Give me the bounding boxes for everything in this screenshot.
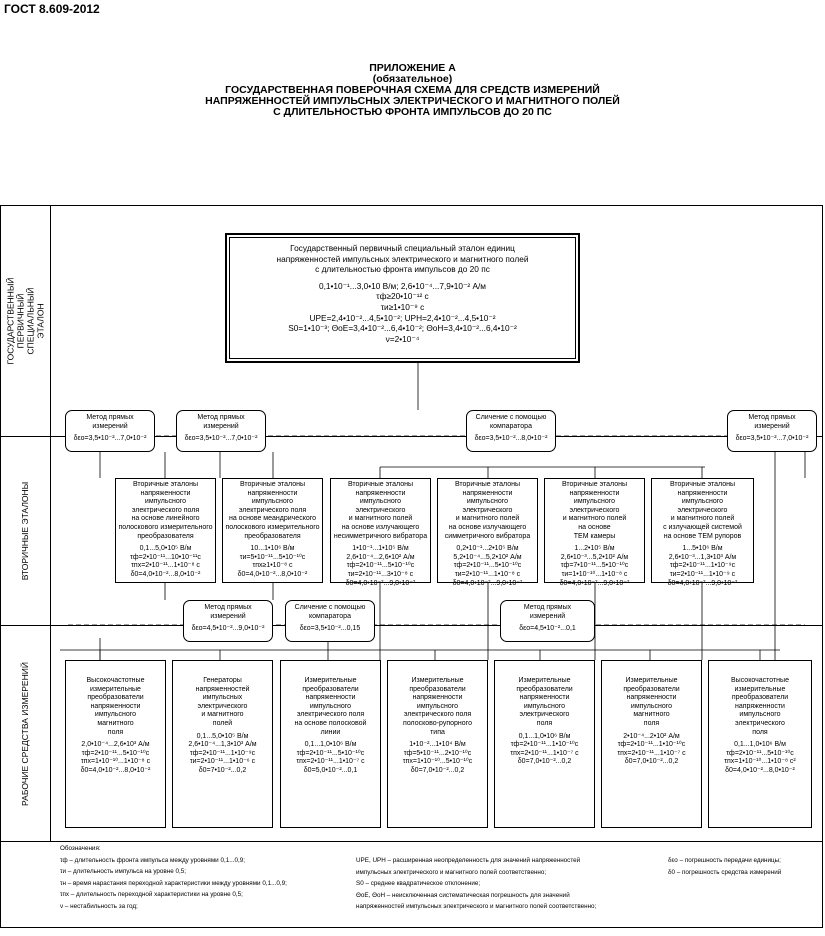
method-accuracy: δεо=3,5•10⁻²...7,0•10⁻² — [184, 435, 258, 442]
box-title: Вторичные эталоны напряженности импульсного электрического и магнитного полей на основе излучающего несимметричного вибратора — [333, 481, 428, 540]
secondary-standard-box — [437, 478, 538, 587]
primary-line: τи≥1•10⁻⁹ с — [380, 301, 425, 312]
box-values: 10...1•10⁶ В/м τи=5•10⁻¹¹...5•10⁻¹⁰с τпх≥1•10⁻⁸ с δ0=4,0•10⁻²...8,0•10⁻² — [237, 545, 308, 578]
primary-standard-box — [225, 233, 580, 363]
working-instrument-box — [494, 660, 595, 828]
legend-item: τи – длительность импульса на уровне 0,5; — [60, 868, 186, 876]
primary-line: S0=1•10⁻³; ΘоЕ=3,4•10⁻²...6,4•10⁻²; ΘоН=3,4•10⁻²...6,4•10⁻² — [288, 323, 517, 334]
box-values: 1...5•10⁶ В/м 2,6•10⁻³...1,3•10³ А/м τф=2•10⁻¹¹...1•10⁻⁹с τи=2•10⁻¹¹...1•10⁻⁹ с δ0=4,0•10⁻²...9,0•10⁻² — [667, 545, 738, 587]
primary-line: ν=2•10⁻⁴ — [385, 333, 420, 344]
method-accuracy: δεо=3,5•10⁻²...0,15 — [299, 625, 361, 632]
legend-item: δ0 – погрешность средства измерений — [668, 868, 782, 876]
legend-item: ν – нестабильность за год; — [60, 902, 138, 910]
secondary-standard-box — [115, 478, 216, 583]
section-label-secondary: ВТОРИЧНЫЕ ЭТАЛОНЫ — [20, 481, 31, 581]
method-accuracy: δεо=3,5•10⁻²...7,0•10⁻² — [73, 435, 147, 442]
box-values: 0,1...5,0•10⁵ В/м τф=2•10⁻¹¹...10•10⁻¹¹с τпх=2•10⁻¹¹...1•10⁻⁸ с δ0=4,0•10⁻²...8,0•10⁻² — [130, 545, 201, 578]
box-title: Измерительные преобразователи напряженности импульсного электрического поля — [516, 677, 573, 727]
legend-col-3 — [668, 855, 781, 878]
legend-item: импульсных электрического и магнитного полей соответственно; — [356, 868, 547, 876]
box-title: Генераторы напряженностей импульсных электрического и магнитного полей — [195, 677, 250, 727]
method-label: измерений — [210, 613, 246, 620]
working-instrument-box — [65, 660, 166, 828]
method-label: измерений — [754, 423, 790, 430]
legend-item: τн – время нарастания переходной характеристики между уровнями 0,1...0,9; — [60, 879, 287, 887]
working-instrument-box — [172, 660, 273, 828]
method-label: Сличение с помощью — [294, 604, 366, 611]
working-instrument-box — [708, 660, 812, 828]
box-values: 2,0•10⁻⁴...2,6•10³ А/м τф=2•10⁻¹¹...5•10⁻¹⁰с τпх=1•10⁻¹⁰...1•10⁻⁸ с δ0=4,0•10⁻²...8,0•10⁻² — [80, 741, 151, 774]
section-label-working: РАБОЧИЕ СРЕДСТВА ИЗМЕРЕНИЙ — [20, 661, 30, 806]
method-label: компаратора — [309, 613, 351, 620]
box-values: 0,1...1,0•10⁶ В/м τф=2•10⁻¹¹...5•10⁻¹⁰с τпх=2•10⁻¹¹...1•10⁻⁷ с δ0=5,0•10⁻²...0,1 — [296, 741, 365, 774]
method-accuracy: δεо=4,5•10⁻²...9,0•10⁻² — [191, 625, 265, 632]
method-label: Метод прямых — [86, 414, 134, 421]
secondary-standard-box — [544, 478, 645, 587]
legend-item: напряженностей импульсных электрического и магнитного полей соответственно; — [356, 903, 597, 911]
section-label-primary: ГОСУДАРСТВЕННЫЙ ПЕРВИЧНЫЙ СПЕЦИАЛЬНЫЙ ЭТАЛОН — [5, 277, 46, 365]
method-box — [466, 410, 556, 452]
primary-line: 0,1•10⁻¹...3,0•10 В/м; 2,6•10⁻⁴...7,9•10⁻² А/м — [318, 280, 487, 291]
legend-item: τпх – длительность переходной характеристики на уровне 0,5; — [60, 891, 243, 899]
method-box — [285, 600, 375, 642]
method-label: Метод прямых — [204, 604, 252, 611]
primary-line: напряженностей импульсных электрического и магнитного полей — [276, 253, 529, 264]
method-label: измерений — [203, 423, 239, 430]
method-label: компаратора — [490, 423, 532, 430]
method-box — [65, 410, 155, 452]
title-line: (обязательное) — [372, 73, 453, 85]
primary-line: Государственный первичный специальный эталон единиц — [290, 243, 515, 253]
primary-line: UPE=2,4•10⁻²...4,5•10⁻²; UPH=2,4•10⁻²...4,5•10⁻² — [309, 312, 496, 323]
method-box — [727, 410, 817, 452]
box-values: 2•10⁻⁴...2•10² А/м τф=2•10⁻¹¹...1•10⁻¹⁰с τпх=2•10⁻¹¹...1•10⁻⁷ с δ0=7,0•10⁻²...0,2 — [617, 732, 686, 766]
working-instrument-box — [601, 660, 702, 828]
legend-item: τф – длительность фронта импульса между уровнями 0,1...0,9; — [60, 856, 245, 864]
primary-line: τф≥20•10⁻¹² с — [376, 291, 429, 302]
box-values: 1•10⁻¹...1•10⁵ В/м 2,6•10⁻⁴...2,6•10² А/м τф=2•10⁻¹¹...5•10⁻¹⁰с τи=2•10⁻¹¹...3•10⁻⁸ с δ0=4,0•10⁻²...9,0•10⁻² — [345, 545, 416, 587]
box-title: Вторичные эталоны напряженности импульсного электрического и магнитного полей на основе излучающего симметричного вибратора — [444, 481, 531, 540]
document-header: ГОСТ 8.609-2012 — [4, 2, 100, 16]
method-box — [176, 410, 266, 452]
legend-item: UPE, UPH – расширенная неопределенность для значений напряженностей — [356, 857, 581, 864]
method-label: измерений — [529, 613, 566, 620]
legend-item: S0 – среднее квадратическое отклонение; — [356, 880, 481, 888]
box-title: Вторичные эталоны напряженности импульсного электрического поля на основе меандрического полоскового измерительного преобразователя — [225, 481, 320, 540]
method-label: Метод прямых — [748, 414, 796, 421]
box-title: Вторичные эталоны напряженности импульсного электрического и магнитного полей на основе ТЕМ камеры — [561, 481, 628, 540]
title-line: С ДЛИТЕЛЬНОСТЬЮ ФРОНТА ИМПУЛЬСОВ ДО 20 ПС — [273, 106, 552, 118]
secondary-standard-box — [222, 478, 323, 583]
box-title: Измерительные преобразователи напряженности импульсного магнитного поля — [623, 677, 680, 727]
method-label: Метод прямых — [197, 414, 245, 421]
primary-line: с длительностью фронта импульсов до 20 пс — [315, 264, 490, 275]
legend-title: Обозначения: — [60, 845, 101, 852]
box-title: Измерительные преобразователи напряженности импульсного электрического поля полосково-рупорного типа — [403, 677, 472, 736]
box-values: 0,1...1,0•10⁶ В/м τф=2•10⁻¹¹...1•10⁻¹⁰с τпх=2•10⁻¹¹...1•10⁻⁷ с δ0=7,0•10⁻²...0,2 — [510, 732, 579, 766]
box-values: 1•10⁻²...1•10⁴ В/м τф=5•10⁻¹¹...2•10⁻¹⁰с τпх=1•10⁻¹⁰...5•10⁻¹⁰с δ0=7,0•10⁻²...0,2 — [402, 741, 473, 774]
box-title: Вторичные эталоны напряженности импульсного электрического поля на основе линейного полоскового измерительного преобразователя — [118, 481, 213, 540]
method-accuracy: δεо=3,5•10⁻²...8,0•10⁻² — [474, 435, 548, 442]
box-values: 1...2•10⁵ В/м 2,6•10⁻³...5,2•10² А/м τф=7•10⁻¹¹...5•10⁻¹⁰с τи=1•10⁻¹⁰...1•10⁻⁸ с δ0=4,0•10⁻²...9,0•10⁻² — [559, 545, 630, 587]
method-accuracy: δεо=4,5•10⁻²...0,1 — [519, 625, 576, 632]
box-title: Измерительные преобразователи напряженности импульсного электрического поля на основе полосковой линии — [294, 677, 367, 736]
method-label: измерений — [92, 423, 128, 430]
secondary-standard-box — [330, 478, 431, 587]
method-accuracy: δεо=3,5•10⁻²...7,0•10⁻² — [735, 435, 809, 442]
box-values: 0,1...5,0•10⁵ В/м 2,6•10⁻⁴...1,3•10³ А/м τф=2•10⁻¹¹...1•10⁻⁹с τи=2•10⁻¹¹...1•10⁻⁶ с δ0=7•10⁻²...0,2 — [188, 732, 257, 774]
working-instrument-box — [280, 660, 381, 828]
working-instrument-box — [387, 660, 488, 828]
method-box — [183, 600, 273, 642]
method-label: Метод прямых — [523, 604, 572, 611]
box-values: 0,2•10⁻¹...2•10⁵ В/м 5,2•10⁻⁴...5,2•10² А/м τф=2•10⁻¹¹...5•10⁻¹⁰с τи=2•10⁻¹¹...1•10⁻⁸ с δ0=4,0•10⁻²...9,0•10⁻² — [452, 545, 523, 587]
method-box — [500, 600, 595, 642]
legend-col-1 — [60, 843, 287, 913]
title-line: ГОСУДАРСТВЕННАЯ ПОВЕРОЧНАЯ СХЕМА ДЛЯ СРЕДСТВ ИЗМЕРЕНИЙ — [225, 84, 600, 96]
legend-item: δεо – погрешность передачи единицы; — [668, 857, 781, 864]
box-values: 0,1...1,0•10⁶ В/м τф=2•10⁻¹¹...5•10⁻¹⁰с τпх=1•10⁻¹⁰...1•10⁻⁸ с² δ0=4,0•10⁻²...8,0•10⁻² — [724, 741, 796, 774]
title-line: ПРИЛОЖЕНИЕ А — [369, 62, 456, 74]
secondary-standard-box — [651, 478, 754, 587]
legend-col-2 — [356, 855, 596, 913]
box-title: Высокочастотные измерительные преобразователи напряженности импульсного электрического поля — [731, 677, 789, 736]
title-line: НАПРЯЖЕННОСТЕЙ ИМПУЛЬСНЫХ ЭЛЕКТРИЧЕСКОГО И МАГНИТНОГО ПОЛЕЙ — [205, 95, 620, 107]
box-title: Вторичные эталоны напряженности импульсного электрического и магнитного полей с излучающей системой на основе ТЕМ рупоров — [663, 481, 742, 540]
legend-item: ΘоЕ, ΘоН – неисключенная систематическая погрешность для значений — [356, 891, 570, 899]
method-label: Сличение с помощью — [475, 414, 547, 421]
box-title: Высокочастотные измерительные преобразователи напряженности импульсного магнитного поля — [86, 677, 145, 736]
